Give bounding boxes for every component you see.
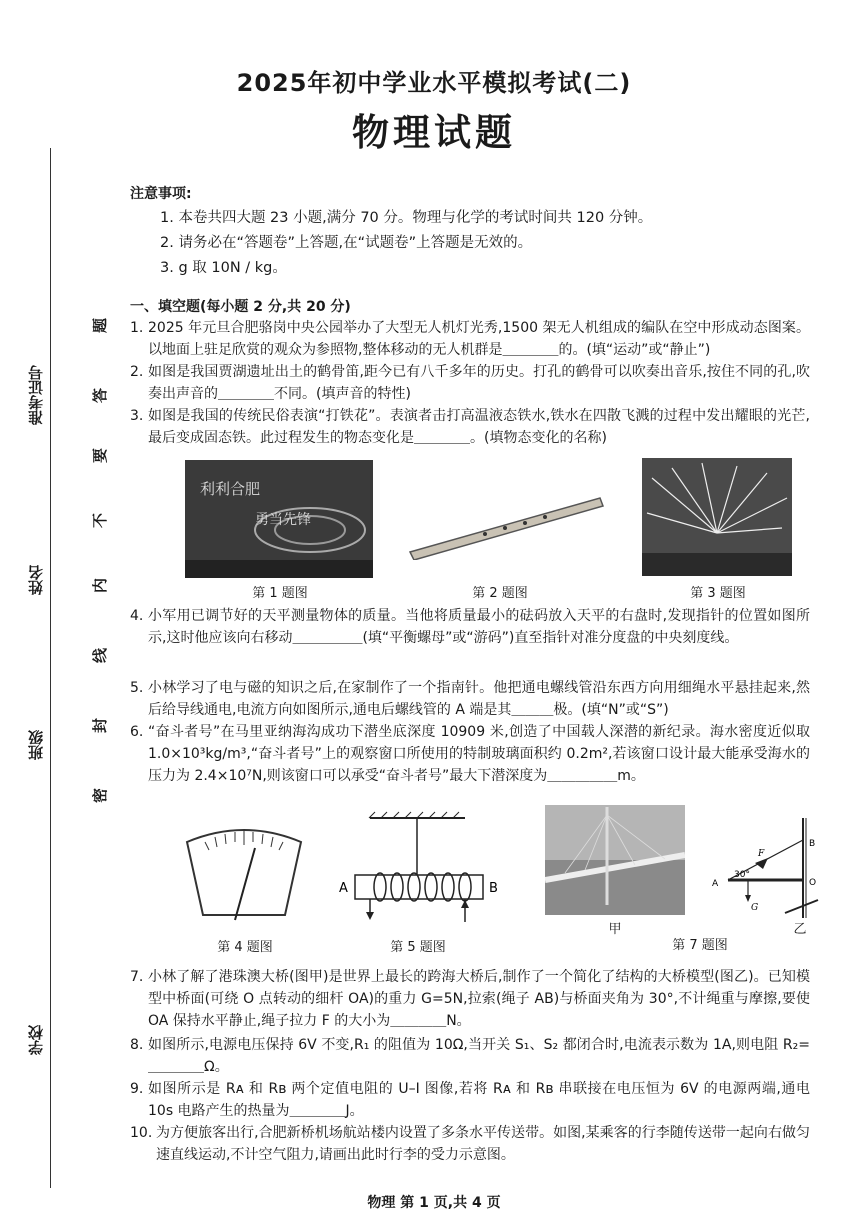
seal-char: 线 bbox=[91, 647, 110, 664]
fig7-label-angle: 30° bbox=[734, 870, 750, 880]
question-text: 如图是我国的传统民俗表演“打铁花”。表演者击打高温液态铁水,铁水在四散飞溅的过程中发出耀眼的光芒,最后变成固态铁。此过程发生的物态变化是＿＿＿＿。(填物态变化的名称) bbox=[148, 408, 810, 446]
admission-number-label: 准考证号 bbox=[27, 365, 45, 425]
fig7-label-f: F bbox=[758, 849, 765, 859]
fig7-label-a: A bbox=[712, 879, 719, 889]
question-1 bbox=[130, 317, 810, 361]
question-6 bbox=[130, 721, 810, 787]
note-item: 1. 本卷共四大题 23 小题,满分 70 分。物理与化学的考试时间共 120 分钟。 bbox=[160, 210, 653, 226]
fig5-label-a: A bbox=[339, 881, 348, 896]
notes-heading: 注意事项: bbox=[130, 186, 192, 202]
binding-line bbox=[50, 148, 51, 1188]
fig5-label-b: B bbox=[489, 881, 498, 896]
fig2-flute bbox=[405, 490, 605, 560]
question-3 bbox=[130, 405, 810, 449]
question-text: 小军用已调节好的天平测量物体的质量。当他将质量最小的砝码放入天平的右盘时,发现指针的位置如图所示,这时他应该向右移动＿＿＿＿＿(填“平衡螺母”或“游码”)直至指针对准分度盘的中央刻度线。 bbox=[148, 608, 810, 646]
question-number: 1. bbox=[130, 320, 144, 336]
fig1-text: 利利合肥 bbox=[200, 480, 261, 498]
admission-number-field[interactable] bbox=[46, 150, 47, 350]
question-10 bbox=[130, 1122, 810, 1166]
class-label: 班级 bbox=[27, 730, 45, 760]
question-number: 10. bbox=[130, 1125, 153, 1141]
question-number: 3. bbox=[130, 408, 144, 424]
fig2-caption: 第 2 题图 bbox=[472, 586, 528, 601]
question-number: 8. bbox=[130, 1037, 144, 1053]
question-4 bbox=[130, 605, 810, 649]
fig1-image bbox=[185, 460, 373, 578]
question-7 bbox=[130, 966, 810, 1032]
fig4-scale-dial bbox=[185, 820, 303, 928]
question-number: 7. bbox=[130, 969, 144, 985]
question-8 bbox=[130, 1034, 810, 1078]
fig7-label-o: O bbox=[809, 878, 817, 888]
school-label: 学校 bbox=[27, 1025, 45, 1055]
subject-title: 物理试题 bbox=[352, 111, 516, 154]
fig4-caption: 第 4 题图 bbox=[217, 940, 273, 955]
fig7-bridge-photo bbox=[545, 805, 685, 915]
name-field[interactable] bbox=[46, 440, 47, 550]
question-text: 2025 年元旦合肥骆岗中央公园举办了大型无人机灯光秀,1500 架无人机组成的编队在空中形成动态图案。以地面上驻足欣赏的观众为参照物,整体移动的无人机群是＿＿＿＿的。(填“运动”或“静止”) bbox=[148, 320, 810, 358]
note-item: 3. g 取 10N / kg。 bbox=[160, 260, 287, 276]
question-text: 如图所示,电源电压保持 6V 不变,R₁ 的阻值为 10Ω,当开关 S₁、S₂ 都闭合时,电流表示数为 1A,则电阻 R₂=＿＿＿＿Ω。 bbox=[148, 1037, 810, 1075]
exam-title: 2025年初中学业水平模拟考试(二) bbox=[236, 69, 632, 97]
fig7-caption: 第 7 题图 bbox=[672, 938, 728, 953]
question-number: 4. bbox=[130, 608, 144, 624]
seal-char: 密 bbox=[91, 787, 110, 804]
fig7-jia-label: 甲 bbox=[608, 922, 622, 937]
question-text: 如图所示是 Rᴀ 和 Rʙ 两个定值电阻的 U–I 图像,若将 Rᴀ 和 Rʙ 串联接在电压恒为 6V 的电源两端,通电 10s 电路产生的热量为＿＿＿＿J。 bbox=[148, 1081, 810, 1119]
question-text: 为方便旅客出行,合肥新桥机场航站楼内设置了多条水平传送带。如图,某乘客的行李随传送带一起向右做匀速直线运动,不计空气阻力,请画出此时行李的受力示意图。 bbox=[156, 1125, 810, 1163]
seal-char: 要 bbox=[91, 447, 110, 464]
question-5 bbox=[130, 677, 810, 721]
fig5-solenoid bbox=[335, 810, 505, 930]
fig3-caption: 第 3 题图 bbox=[690, 586, 746, 601]
class-field[interactable] bbox=[46, 640, 47, 720]
fig1-text: 勇当先锋 bbox=[255, 512, 311, 528]
fig5-caption: 第 5 题图 bbox=[390, 940, 446, 955]
question-2 bbox=[130, 361, 810, 405]
school-field[interactable] bbox=[46, 830, 47, 1010]
seal-char: 封 bbox=[91, 717, 110, 734]
question-text: 小林了解了港珠澳大桥(图甲)是世界上最长的跨海大桥后,制作了一个简化了结构的大桥模型(图乙)。已知模型中桥面(可绕 O 点转动的细杆 OA)的重力 G=5N,拉索(绳子 AB)与桥面夹角为 30°,不计绳重与摩擦,要使 OA 保持水平静止,绳子拉力 F 的大小为＿＿＿＿N。 bbox=[148, 969, 810, 1029]
seal-char: 不 bbox=[91, 512, 110, 529]
question-number: 9. bbox=[130, 1081, 144, 1097]
page-footer: 物理 第 1 页,共 4 页 bbox=[367, 1195, 501, 1211]
fig7-label-b: B bbox=[809, 839, 816, 849]
seal-char: 答 bbox=[91, 387, 110, 404]
question-9 bbox=[130, 1078, 810, 1122]
question-number: 5. bbox=[130, 680, 144, 696]
fig7-yi-label: 乙 bbox=[793, 922, 807, 937]
fig7-bridge-model bbox=[710, 818, 820, 923]
note-item: 2. 请务必在“答题卷”上答题,在“试题卷”上答题是无效的。 bbox=[160, 235, 533, 251]
section-heading: 一、填空题(每小题 2 分,共 20 分) bbox=[130, 299, 351, 315]
fig7-label-g: G bbox=[751, 903, 759, 913]
question-text: 如图是我国贾湖遗址出土的鹤骨笛,距今已有八千多年的历史。打孔的鹤骨可以吹奏出音乐,按住不同的孔,吹奏出声音的＿＿＿＿不同。(填声音的特性) bbox=[148, 364, 810, 402]
fig1-caption: 第 1 题图 bbox=[252, 586, 308, 601]
seal-char: 内 bbox=[91, 577, 110, 594]
seal-char: 题 bbox=[91, 317, 110, 334]
fig3-image bbox=[642, 458, 792, 576]
question-text: 小林学习了电与磁的知识之后,在家制作了一个指南针。他把通电螺线管沿东西方向用细绳水平悬挂起来,然后给导线通电,电流方向如图所示,通电后螺线管的 A 端是其＿＿＿极。(填“N”或“S”) bbox=[148, 680, 810, 718]
name-label: 姓名 bbox=[27, 565, 45, 595]
question-text: “奋斗者号”在马里亚纳海沟成功下潜坐底深度 10909 米,创造了中国载人深潜的新纪录。海水密度近似取 1.0×10³kg/m³,“奋斗者号”上的观察窗口所使用的特制玻璃面积约 0.2m²,若该窗口设计最大能承受海水的压力为 2.4×10⁷N,则该窗口可以承受“奋斗者号”最大下潜深度为＿＿＿＿＿m。 bbox=[148, 724, 810, 784]
question-number: 6. bbox=[130, 724, 144, 740]
question-number: 2. bbox=[130, 364, 144, 380]
